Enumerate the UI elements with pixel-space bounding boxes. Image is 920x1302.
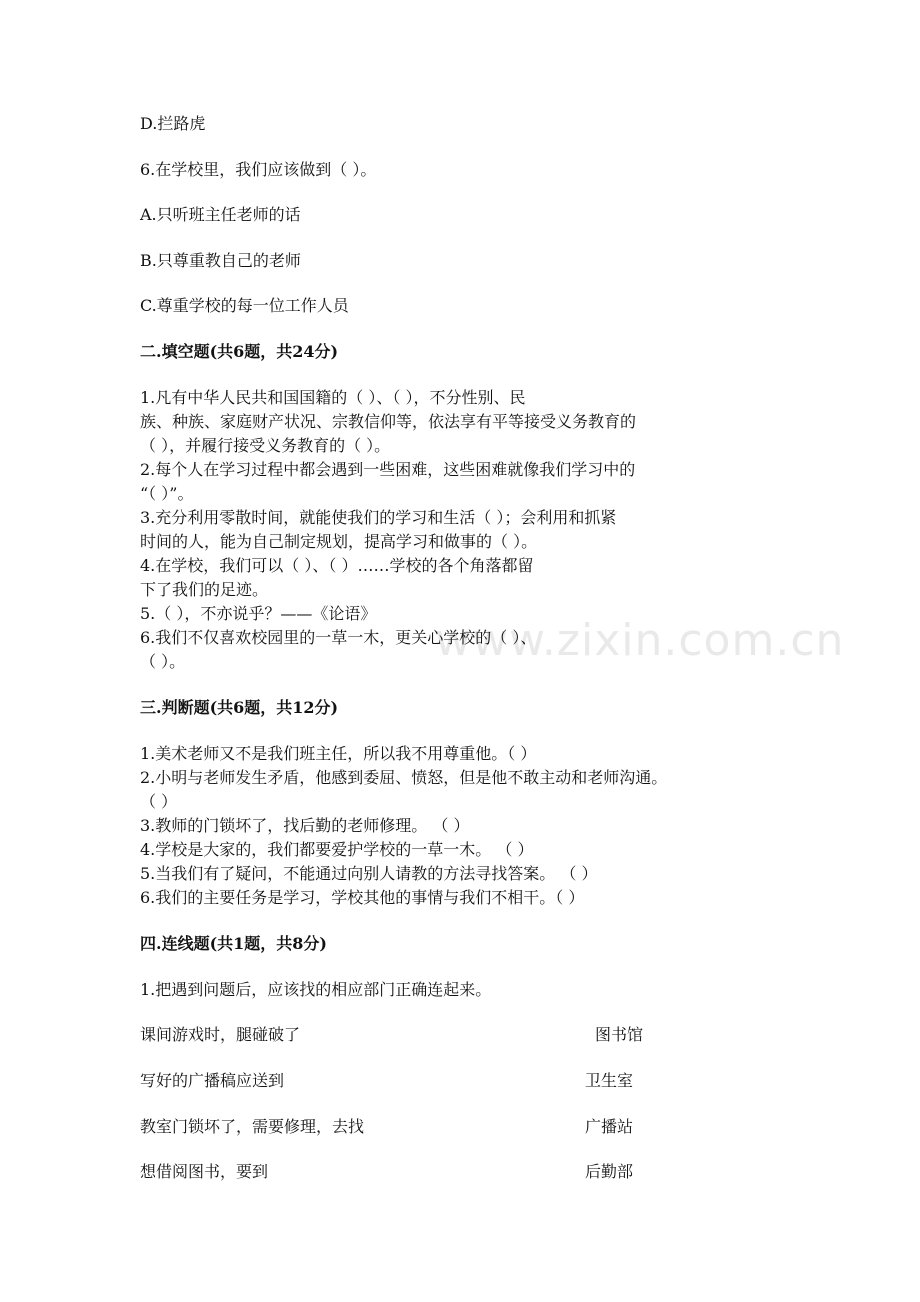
matching-right-item: 卫生室 — [585, 1071, 634, 1090]
fill-blank-line: （ ），并履行接受义务教育的（ ）。 — [140, 436, 391, 455]
matching-right-item: 图书馆 — [595, 1025, 644, 1044]
matching-right-item: 广播站 — [585, 1117, 634, 1136]
matching-right-item: 后勤部 — [585, 1162, 634, 1181]
true-false-line: 5.当我们有了疑问，不能通过向别人请教的方法寻找答案。 （ ） — [140, 864, 598, 883]
fill-blank-line: 下了我们的足迹。 — [140, 580, 269, 599]
matching-left-item: 教室门锁坏了，需要修理，去找 — [140, 1117, 365, 1136]
option-a: A.只听班主任老师的话 — [140, 205, 301, 224]
watermark: www.zixin.com.cn — [435, 615, 845, 666]
fill-blank-line: 1.凡有中华人民共和国国籍的（ ）、（ ），不分性别、民 — [140, 388, 526, 407]
matching-instruction: 1.把遇到问题后，应该找的相应部门正确连起来。 — [140, 980, 492, 999]
true-false-line: 1.美术老师又不是我们班主任，所以我不用尊重他。（ ） — [140, 744, 537, 763]
matching-left-item: 课间游戏时，腿碰破了 — [140, 1025, 301, 1044]
fill-blank-line: 族、种族、家庭财产状况、宗教信仰等，依法享有平等接受义务教育的 — [140, 412, 637, 431]
true-false-line: 3.教师的门锁坏了，找后勤的老师修理。 （ ） — [140, 816, 470, 835]
fill-blank-line: 3.充分利用零散时间，就能使我们的学习和生活（ ）；会利用和抓紧 — [140, 508, 617, 527]
option-b: B.只尊重教自己的老师 — [140, 251, 301, 270]
true-false-line: 4.学校是大家的，我们都要爱护学校的一草一木。 （ ） — [140, 840, 534, 859]
true-false-line: 2.小明与老师发生矛盾，他感到委屈、愤怒，但是他不敢主动和老师沟通。 — [140, 768, 668, 787]
option-d: D.拦路虎 — [140, 114, 206, 133]
question-6: 6.在学校里，我们应该做到（ ）。 — [140, 160, 377, 179]
matching-left-item: 写好的广播稿应送到 — [140, 1071, 285, 1090]
fill-blank-line: “（ ）”。 — [140, 484, 194, 503]
fill-blank-line: 6.我们不仅喜欢校园里的一草一木，更关心学校的（ ）、 — [140, 628, 537, 647]
fill-blank-line: 时间的人，能为自己制定规划，提高学习和做事的（ ）。 — [140, 532, 538, 551]
matching-heading: 四.连线题(共1题，共8分) — [140, 934, 327, 953]
fill-blank-line: 4.在学校，我们可以（ ）、（ ）……学校的各个角落都留 — [140, 556, 534, 575]
option-c: C.尊重学校的每一位工作人员 — [140, 296, 349, 315]
fill-blank-line: （ ）。 — [140, 652, 186, 671]
matching-left-item: 想借阅图书，要到 — [140, 1162, 269, 1181]
fill-blank-line: 2.每个人在学习过程中都会遇到一些困难，这些困难就像我们学习中的 — [140, 460, 636, 479]
fill-blank-line: 5.（ ），不亦说乎？——《论语》 — [140, 604, 377, 623]
true-false-heading: 三.判断题(共6题，共12分) — [140, 698, 339, 717]
fill-blank-heading: 二.填空题(共6题，共24分) — [140, 342, 339, 361]
true-false-line: 6.我们的主要任务是学习，学校其他的事情与我们不相干。（ ） — [140, 888, 585, 907]
true-false-line: （ ） — [140, 792, 178, 811]
